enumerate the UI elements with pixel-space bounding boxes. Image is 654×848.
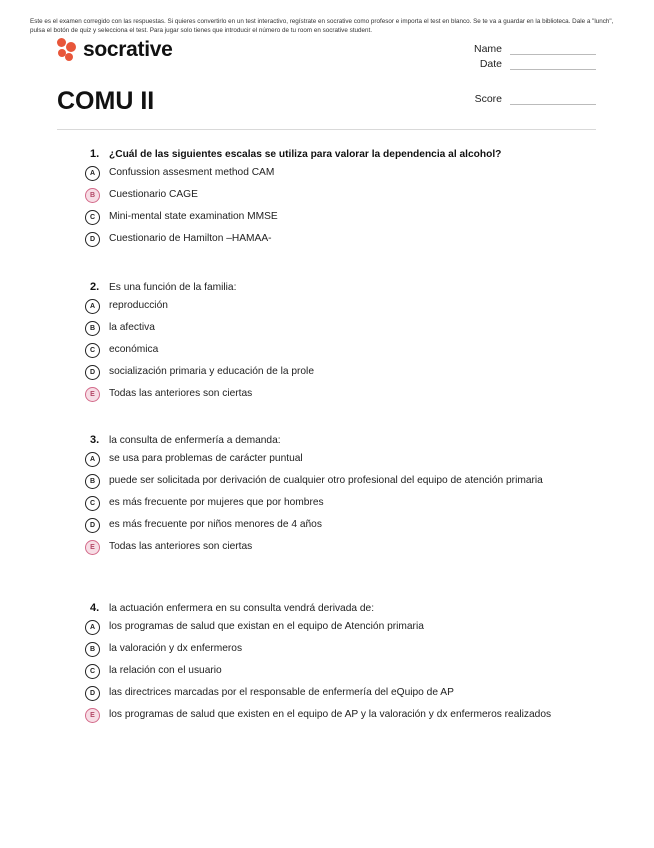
question-number: 2. [90, 281, 100, 293]
answer-option-d [85, 231, 565, 247]
question-text: la consulta de enfermería a demanda: [109, 435, 281, 446]
answer-option-c [85, 342, 565, 358]
option-text: Todas las anteriores son ciertas [109, 388, 253, 399]
option-text: los programas de salud que existen en el equipo de AP y la valoración y dx enfermeros realizados [109, 709, 552, 720]
option-letter-marker: D [85, 686, 100, 701]
score-line [510, 95, 596, 105]
option-letter-marker: D [85, 518, 100, 533]
answer-option-b [85, 473, 565, 489]
correct-answer-marker: E [85, 540, 100, 555]
score-field-row [475, 93, 596, 105]
option-text: es más frecuente por mujeres que por hombres [109, 497, 324, 508]
question-1 [85, 148, 565, 253]
header-divider [57, 129, 596, 130]
question-number: 1. [90, 148, 100, 160]
student-fields [474, 40, 596, 70]
date-field-row [474, 55, 596, 70]
answer-option-b [85, 187, 565, 203]
option-letter-marker: A [85, 452, 100, 467]
answer-option-a [85, 451, 565, 467]
answer-option-a [85, 298, 565, 314]
answer-option-d [85, 364, 565, 380]
option-text: Cuestionario de Hamilton –HAMAA- [109, 233, 272, 244]
question-text: Es una función de la familia: [109, 282, 237, 293]
question-text: la actuación enfermera en su consulta vendrá derivada de: [109, 603, 375, 614]
option-letter-marker: B [85, 474, 100, 489]
correct-answer-marker: E [85, 708, 100, 723]
option-text: es más frecuente por niños menores de 4 años [109, 519, 322, 530]
answer-option-e [85, 707, 565, 723]
socrative-logo-icon [57, 38, 78, 62]
answer-option-a [85, 165, 565, 181]
option-letter-marker: C [85, 343, 100, 358]
name-label: Name [473, 43, 502, 55]
name-line [510, 45, 596, 55]
option-letter-marker: B [85, 642, 100, 657]
answer-option-c [85, 209, 565, 225]
option-text: la relación con el usuario [109, 665, 222, 676]
question-4 [85, 602, 565, 729]
option-text: Cuestionario CAGE [109, 189, 198, 200]
answer-option-a [85, 619, 565, 635]
option-text: puede ser solicitada por derivación de cualquier otro profesional del equipo de atención primaria [109, 475, 543, 486]
option-text: socialización primaria y educación de la prole [109, 366, 314, 377]
name-field-row [474, 40, 596, 55]
question-text: ¿Cuál de las siguientes escalas se utiliza para valorar la dependencia al alcohol? [109, 149, 502, 160]
answer-option-c [85, 663, 565, 679]
option-text: Confussion assesment method CAM [109, 167, 275, 178]
question-header [85, 602, 565, 614]
option-text: la valoración y dx enfermeros [109, 643, 243, 654]
answer-option-e [85, 386, 565, 402]
answer-option-d [85, 517, 565, 533]
answer-option-d [85, 685, 565, 701]
socrative-logo [57, 38, 173, 62]
score-label: Score [474, 93, 502, 105]
option-letter-marker: C [85, 496, 100, 511]
option-text: la afectiva [109, 322, 155, 333]
date-label: Date [479, 58, 502, 70]
question-number: 4. [90, 602, 100, 614]
logo-text: socrative [83, 38, 173, 61]
option-letter-marker: C [85, 664, 100, 679]
answer-option-b [85, 641, 565, 657]
option-letter-marker: A [85, 299, 100, 314]
question-header [85, 434, 565, 446]
option-text: las directrices marcadas por el responsable de enfermería del eQuipo de AP [109, 687, 454, 698]
quiz-title: COMU II [57, 87, 155, 115]
question-header [85, 148, 565, 160]
option-letter-marker: A [85, 166, 100, 181]
answer-option-b [85, 320, 565, 336]
answer-option-c [85, 495, 565, 511]
option-text: Mini-mental state examination MMSE [109, 211, 278, 222]
option-letter-marker: C [85, 210, 100, 225]
option-letter-marker: A [85, 620, 100, 635]
correct-answer-marker: E [85, 387, 100, 402]
option-letter-marker: D [85, 365, 100, 380]
option-letter-marker: B [85, 321, 100, 336]
question-number: 3. [90, 434, 100, 446]
option-text: Todas las anteriores son ciertas [109, 541, 253, 552]
option-text: los programas de salud que existan en el equipo de Atención primaria [109, 621, 424, 632]
correction-notice: Este es el examen corregido con las respuestas. Si quieres convertirlo en un test interactivo, regístrate en socrative como profesor e importa el test en blanco. Se te va a guardar en la biblioteca. Dale a "lunch", pulsa el botón de quiz y selecciona el test. Para jugar solo tienes que introducir el número de tu room en socrative student. [30, 18, 614, 34]
option-text: económica [109, 344, 159, 355]
question-header [85, 281, 565, 293]
option-text: se usa para problemas de carácter puntual [109, 453, 303, 464]
question-2 [85, 281, 565, 408]
question-3 [85, 434, 565, 561]
option-letter-marker: D [85, 232, 100, 247]
correct-answer-marker: B [85, 188, 100, 203]
date-line [510, 60, 596, 70]
answer-option-e [85, 539, 565, 555]
option-text: reproducción [109, 300, 168, 311]
